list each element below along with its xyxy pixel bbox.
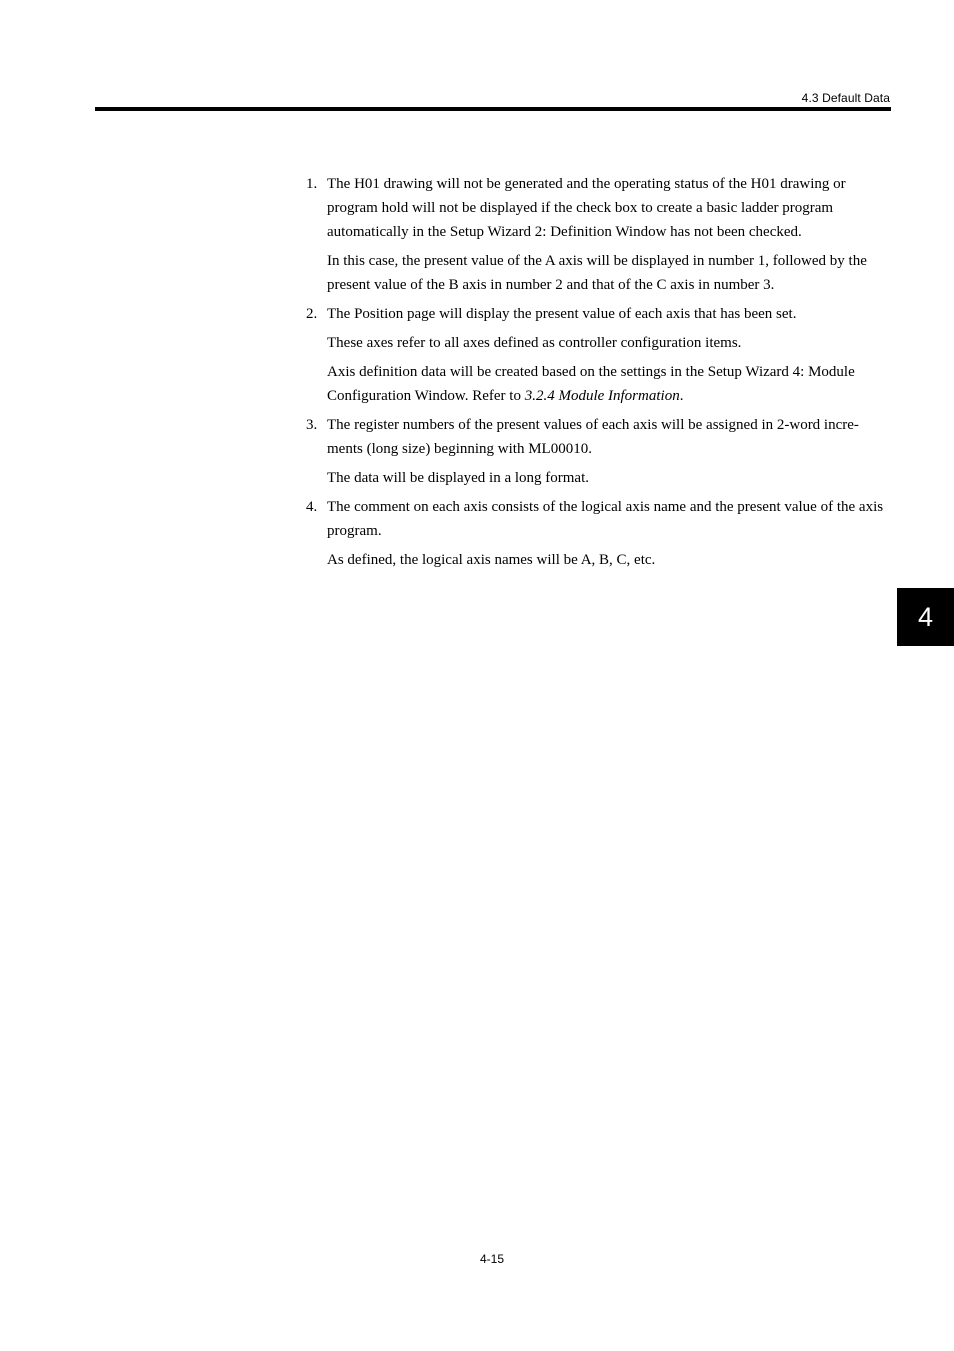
paragraph: The data will be displayed in a long format. [327, 470, 590, 486]
item-number: 4. [306, 499, 318, 515]
list-item-2 [306, 302, 891, 408]
section-reference: 3.2.4 Module Information [524, 388, 680, 404]
item-number: 1. [306, 176, 318, 192]
page-number: 4-15 [479, 1252, 505, 1266]
reference-trail-text: . [679, 388, 684, 404]
chapter-tab: 4 [897, 588, 954, 646]
running-header: 4.3 Default Data [801, 91, 890, 105]
reference-lead-text: Axis definition data will be created based on the settings in the Setup Wizard 4: Module Configuration Window. Refer to [327, 364, 855, 404]
paragraph: As defined, the logical axis names will be A, B, C, etc. [327, 552, 656, 568]
paragraph: The comment on each axis consists of the logical axis name and the present value of the axis program. [327, 499, 884, 539]
paragraph-with-reference [327, 360, 891, 408]
item-number: 2. [306, 306, 318, 322]
list-item-4 [306, 495, 891, 572]
paragraph: The H01 drawing will not be generated and the operating status of the H01 drawing or program hold will not be displayed if the check box to create a basic ladder program automatically in the Setup Wizard 2: Definition Window has not been checked. [327, 176, 846, 240]
header-rule [95, 107, 891, 111]
item-number: 3. [306, 417, 318, 433]
list-item-3 [306, 413, 891, 490]
list-item-1 [306, 172, 891, 297]
page-body [306, 172, 891, 577]
paragraph: The register numbers of the present values of each axis will be assigned in 2-word incre-ments (long size) beginning with ML00010. [327, 417, 859, 457]
paragraph: The Position page will display the present value of each axis that has been set. [327, 306, 797, 322]
paragraph: These axes refer to all axes defined as controller configuration items. [327, 335, 742, 351]
paragraph: In this case, the present value of the A axis will be displayed in number 1, followed by the present value of the B axis in number 2 and that of the C axis in number 3. [327, 253, 867, 293]
